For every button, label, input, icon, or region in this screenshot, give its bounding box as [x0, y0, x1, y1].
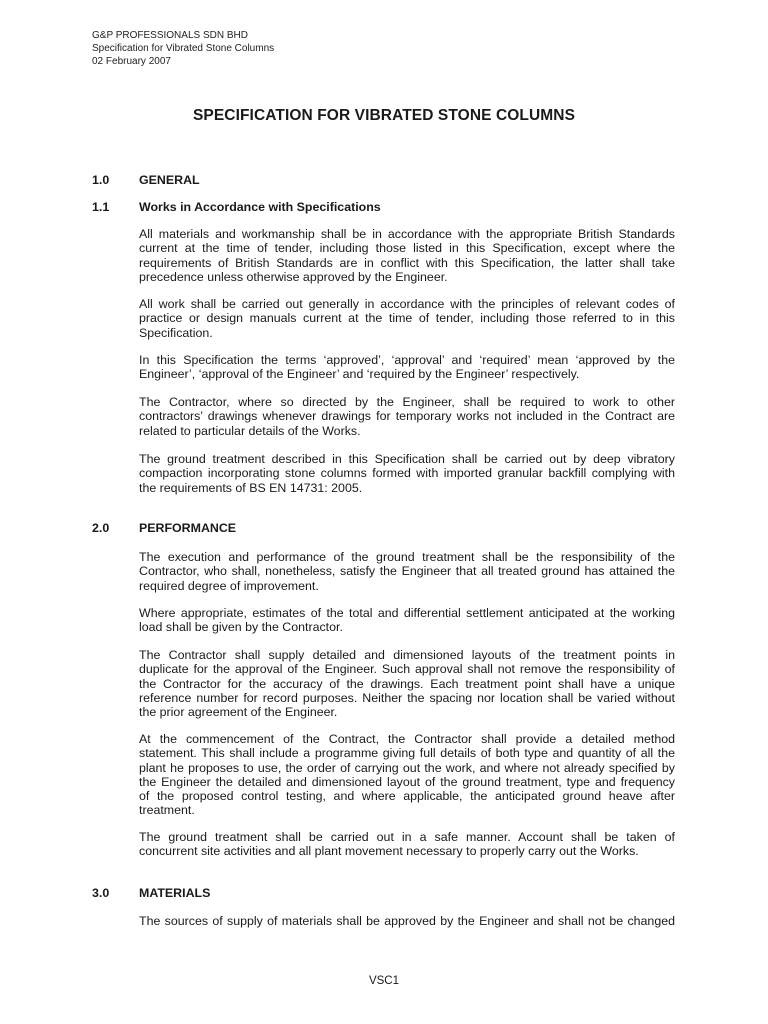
- paragraph-line: treatment.: [139, 803, 195, 818]
- paragraph-line: compaction incorporating stone columns formed with imported granular backfill complying with: [139, 466, 675, 481]
- paragraph-line: The sources of supply of materials shall be approved by the Engineer and shall not be changed: [139, 914, 675, 928]
- paragraph-line: All materials and workmanship shall be in accordance with the appropriate British Standards: [139, 227, 675, 241]
- section-title: GENERAL: [139, 173, 200, 187]
- paragraph-6: [139, 550, 675, 593]
- section-title: MATERIALS: [139, 886, 211, 900]
- paragraph-8: [139, 648, 675, 719]
- paragraph-line: of the proposed control testing, and where applicable, the anticipated ground heave after: [139, 789, 675, 804]
- paragraph-line: Engineer’, ‘approval of the Engineer’ and ‘required by the Engineer’ respectively.: [139, 367, 580, 382]
- paragraph-line: the prior agreement of the Engineer.: [139, 705, 338, 720]
- paragraph-11: [139, 914, 675, 928]
- paragraph-line: In this Specification the terms ‘approved’, ‘approval’ and ‘required’ mean ‘approved by the: [139, 353, 675, 367]
- paragraph-line: The ground treatment shall be carried out in a safe manner. Account shall be taken of: [139, 830, 675, 844]
- paragraph-line: At the commencement of the Contract, the Contractor shall provide a detailed method: [139, 732, 675, 746]
- paragraph-10: [139, 830, 675, 859]
- paragraph-line: related to particular details of the Works.: [139, 423, 361, 438]
- paragraph-line: Contractor, who shall, nonetheless, satisfy the Engineer that all treated ground has attained the: [139, 564, 675, 579]
- paragraph-line: concurrent site activities and all plant movement necessary to properly carry out the Works.: [139, 844, 639, 859]
- paragraph-line: current at the time of tender, including those listed in this Specification, except where the: [139, 241, 675, 256]
- paragraph-line: statement. This shall include a programme giving full details of both type and quantity of all the: [139, 746, 675, 761]
- section-number: 1.1: [92, 200, 110, 214]
- paragraph-line: The Contractor shall supply detailed and dimensioned layouts of the treatment points in: [139, 648, 675, 662]
- section-title: PERFORMANCE: [139, 521, 237, 535]
- paragraph-line: the Engineer the detailed and dimensioned layout of the ground treatment, type and frequency: [139, 774, 675, 789]
- paragraph-line: reference number for record purposes. Neither the spacing nor location shall be varied without: [139, 690, 675, 705]
- paragraph-2: [139, 297, 675, 340]
- section-title: Works in Accordance with Specifications: [139, 200, 381, 214]
- paragraph-line: practice or design manuals current at the time of tender, including those referred to in this: [139, 311, 675, 326]
- paragraph-3: [139, 353, 675, 382]
- paragraph-7: [139, 606, 675, 635]
- header-date: 02 February 2007: [92, 56, 171, 67]
- paragraph-line: All work shall be carried out generally in accordance with the principles of relevant codes of: [139, 297, 675, 311]
- paragraph-9: [139, 732, 675, 818]
- header-document-title: Specification for Vibrated Stone Columns: [92, 43, 275, 54]
- paragraph-line: Specification.: [139, 325, 213, 340]
- document-header: [92, 29, 274, 68]
- paragraph-line: contractors’ drawings whenever drawings for temporary works not included in the Contract are: [139, 409, 675, 424]
- page-title: SPECIFICATION FOR VIBRATED STONE COLUMNS: [192, 107, 576, 124]
- paragraph-line: requirements of British Standards are in conflict with this Specification, the latter shall take: [139, 255, 675, 270]
- paragraph-line: The Contractor, where so directed by the Engineer, shall be required to work to other: [139, 395, 675, 409]
- section-number: 3.0: [92, 886, 110, 900]
- paragraph-line: The ground treatment described in this Specification shall be carried out by deep vibratory: [139, 452, 675, 466]
- section-number: 1.0: [92, 173, 110, 187]
- header-company: G&P PROFESSIONALS SDN BHD: [92, 30, 248, 41]
- paragraph-line: the Contractor for the accuracy of the drawings. Each treatment point shall have a unique: [139, 676, 675, 691]
- paragraph-line: plant he proposes to use, the order of carrying out the work, and where not already specified by: [139, 760, 675, 775]
- paragraph-5: [139, 452, 675, 495]
- paragraph-line: Where appropriate, estimates of the total and differential settlement anticipated at the working: [139, 606, 675, 620]
- paragraph-line: The execution and performance of the ground treatment shall be the responsibility of the: [139, 550, 675, 564]
- paragraph-line: precedence unless otherwise approved by the Engineer.: [139, 269, 448, 284]
- paragraph-line: the requirements of BS EN 14731: 2005.: [139, 480, 363, 495]
- page-footer-label: VSC1: [368, 975, 400, 987]
- paragraph-line: duplicate for the approval of the Engineer. Such approval shall not remove the responsibility of: [139, 662, 675, 677]
- paragraph-line: load shall be given by the Contractor.: [139, 620, 343, 635]
- paragraph-4: [139, 395, 675, 438]
- paragraph-1: [139, 227, 675, 284]
- paragraph-line: required degree of improvement.: [139, 578, 319, 593]
- section-number: 2.0: [92, 521, 110, 535]
